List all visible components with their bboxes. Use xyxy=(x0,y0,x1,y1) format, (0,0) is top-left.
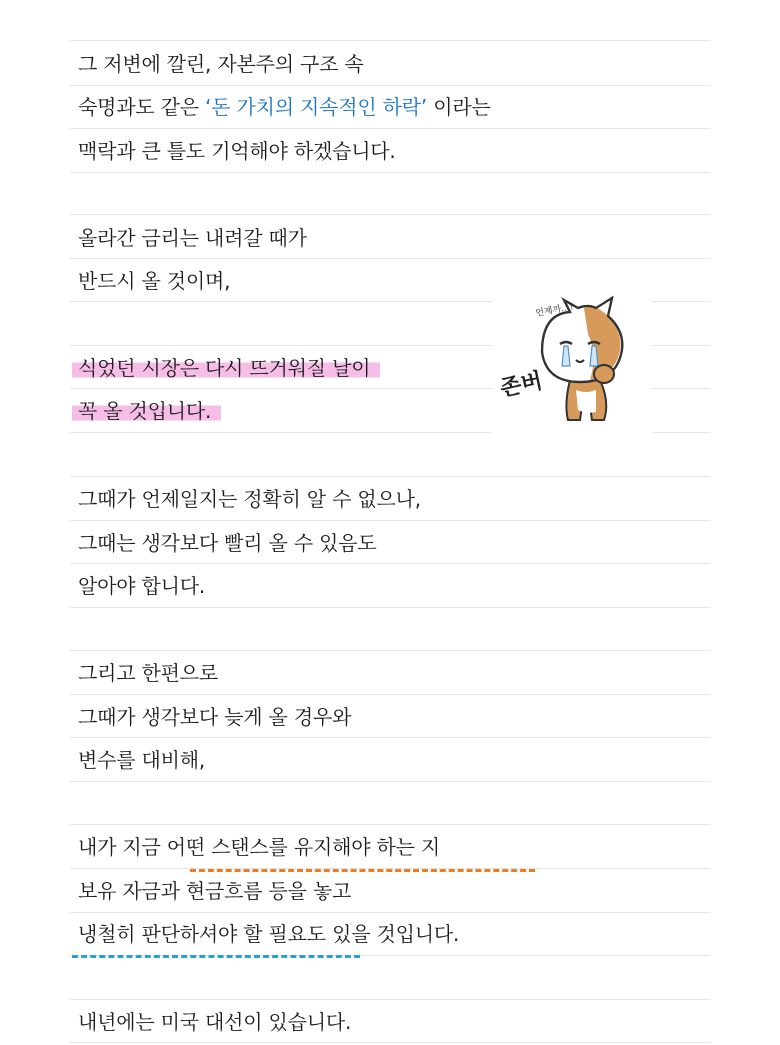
text-line: 그때는 생각보다 빨리 올 수 있음도 xyxy=(78,531,377,555)
text-line: 알아야 합니다. xyxy=(78,574,206,598)
ruled-line xyxy=(70,85,710,86)
orange-dashed-underline xyxy=(190,869,535,872)
blue-highlight-text: ‘돈 가치의 지속적인 하락’ xyxy=(205,95,428,119)
ruled-line xyxy=(70,476,710,477)
text-line: 반드시 올 것이며, xyxy=(78,269,231,293)
text-line: 변수를 대비해, xyxy=(78,748,206,772)
ruled-line xyxy=(70,214,710,215)
text-segment: 이라는 xyxy=(427,95,491,119)
pink-highlight: 식었던 시장은 다시 뜨거워질 날이 xyxy=(72,356,380,380)
ruled-line xyxy=(70,563,710,564)
text-segment: 숙명과도 같은 xyxy=(78,95,206,119)
text-line: 내가 지금 어떤 스탠스를 유지해야 하는 지 xyxy=(78,835,440,859)
text-line: 올라간 금리는 내려갈 때가 xyxy=(78,226,307,250)
text-line: 그 저변에 깔린, 자본주의 구조 속 xyxy=(78,52,364,76)
ruled-line xyxy=(70,520,710,521)
ruled-line xyxy=(70,607,710,608)
highlighted-line xyxy=(78,397,221,425)
ruled-line xyxy=(70,172,710,173)
ruled-line xyxy=(70,258,710,259)
sticker-bubble-text: 언제까...! xyxy=(534,302,575,319)
ruled-line xyxy=(70,128,710,129)
text-line: 보유 자금과 현금흐름 등을 놓고 xyxy=(78,879,352,903)
blue-dashed-underline xyxy=(72,955,360,958)
ruled-line xyxy=(70,694,710,695)
pink-highlight: 꼭 올 것입니다. xyxy=(72,399,221,423)
text-line: 그때가 생각보다 늦게 올 경우와 xyxy=(78,705,352,729)
crying-cat-sticker xyxy=(492,294,652,434)
ruled-line xyxy=(70,999,710,1000)
ruled-line xyxy=(70,824,710,825)
ruled-line xyxy=(70,737,710,738)
text-line-with-highlight xyxy=(78,93,491,121)
cat-icon xyxy=(492,294,652,434)
ruled-line xyxy=(70,1042,710,1043)
text-line: 그때가 언제일지는 정확히 알 수 없으나, xyxy=(78,487,421,511)
highlighted-line xyxy=(78,354,380,382)
sticker-caption: 존버 xyxy=(498,368,545,402)
text-line: 맥락과 큰 틀도 기억해야 하겠습니다. xyxy=(78,139,396,163)
text-line: 내년에는 미국 대선이 있습니다. xyxy=(78,1010,352,1034)
ruled-line xyxy=(70,912,710,913)
ruled-line xyxy=(70,650,710,651)
ruled-line xyxy=(70,40,710,41)
text-line: 그리고 한편으로 xyxy=(78,661,218,685)
ruled-line xyxy=(70,781,710,782)
text-line: 냉철히 판단하셔야 할 필요도 있을 것입니다. xyxy=(78,922,460,946)
